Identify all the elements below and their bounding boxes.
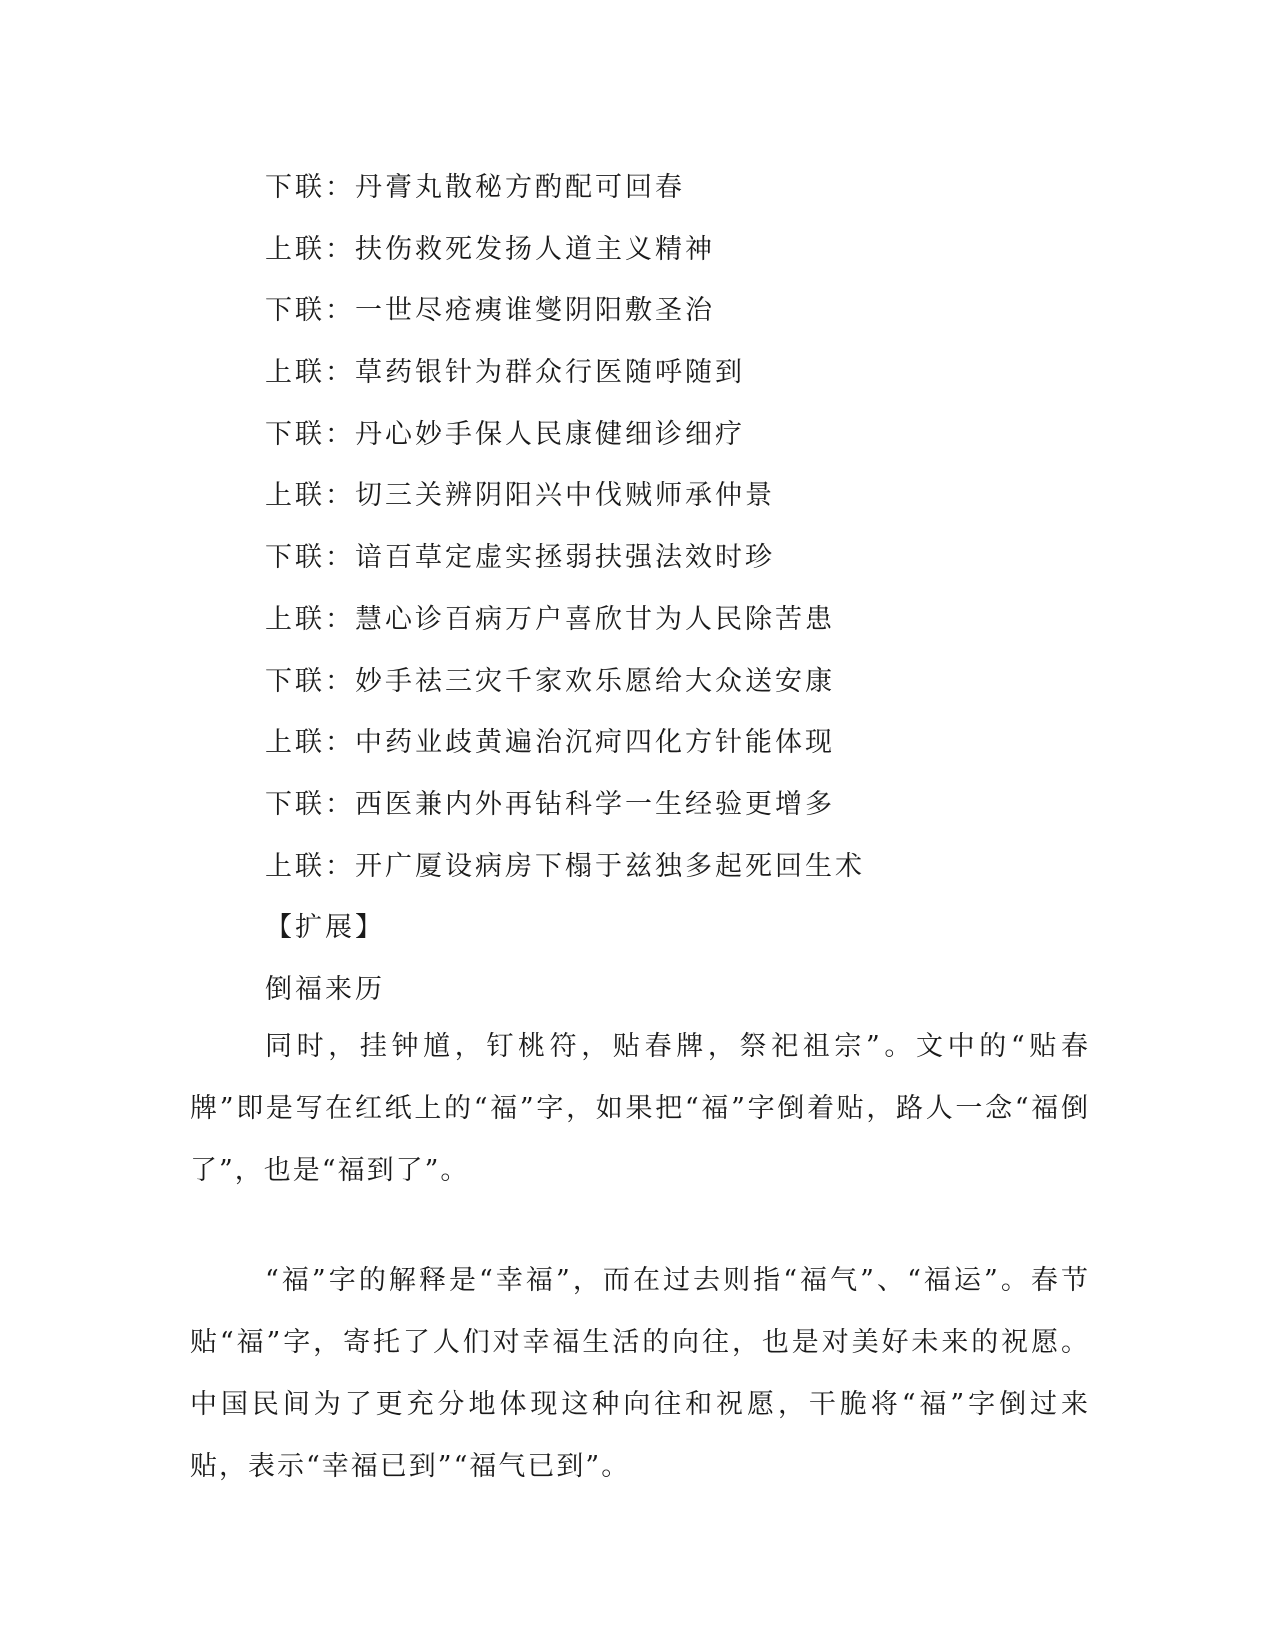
couplet-line: 上联：中药业歧黄遍治沉疴四化方针能体现 bbox=[265, 727, 835, 759]
couplet-line: 下联：一世尽疮痍谁燮阴阳敷圣治 bbox=[265, 295, 715, 327]
paragraph-1: 同时，挂钟馗，钉桃符，贴春牌，祭祀祖宗”。文中的“贴春牌”即是写在红纸上的“福”字，如果把“福”字倒着贴，路人一念“福倒了”，也是“福到了”。 bbox=[190, 1031, 1090, 1186]
couplet-line: 下联：丹膏丸散秘方酌配可回春 bbox=[265, 172, 685, 203]
couplet-line: 下联：妙手祛三灾千家欢乐愿给大众送安康 bbox=[265, 665, 835, 697]
couplet-line: 下联：丹心妙手保人民康健细诊细疗 bbox=[265, 418, 745, 450]
couplet-line: 上联：扶伤救死发扬人道主义精神 bbox=[265, 233, 715, 265]
couplet-line: 上联：慧心诊百病万户喜欣甘为人民除苦患 bbox=[265, 603, 835, 635]
couplet-line: 下联：谙百草定虚实拯弱扶强法效时珍 bbox=[265, 542, 775, 574]
couplet-line: 上联：开广厦设病房下榻于兹独多起死回生术 bbox=[265, 850, 865, 882]
paragraph-2: “福”字的解释是“幸福”，而在过去则指“福气”、“福运”。春节贴“福”字，寄托了人们对幸福生活的向往，也是对美好未来的祝愿。中国民间为了更充分地体现这种向往和祝愿，干脆将“福”字倒过来贴，表示“幸福已到”“福气已到”。 bbox=[190, 1265, 1090, 1482]
couplet-line: 上联：草药银针为群众行医随呼随到 bbox=[265, 357, 745, 389]
couplet-line: 上联：切三关辨阴阳兴中伐贼师承仲景 bbox=[265, 480, 775, 512]
couplet-list bbox=[265, 168, 865, 908]
extension-title: 倒福来历 bbox=[265, 974, 385, 1005]
extension-heading: 【扩展】 bbox=[265, 912, 385, 943]
couplet-line: 下联：西医兼内外再钻科学一生经验更增多 bbox=[265, 788, 835, 820]
